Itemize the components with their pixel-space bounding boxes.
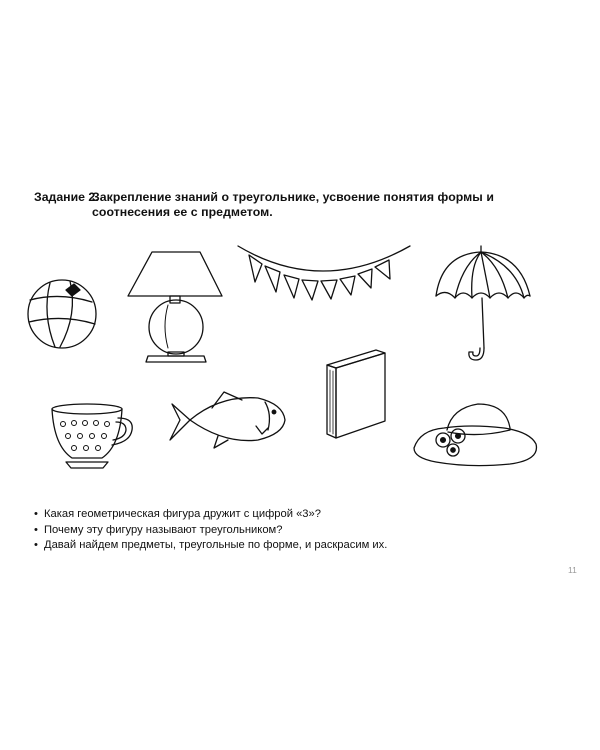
page-number: 11: [568, 565, 577, 575]
bunting-icon: [238, 246, 410, 300]
ball-icon: [28, 280, 96, 348]
question-item: • Почему эту фигуру называют треугольником?: [34, 523, 554, 539]
cup-icon: [52, 404, 132, 468]
question-item: • Давай найдем предметы, треугольные по форме, и раскрасим их.: [34, 538, 554, 554]
question-item: • Какая геометрическая фигура дружит с цифрой «3»?: [34, 507, 554, 523]
umbrella-icon: [436, 246, 530, 360]
book-icon: [327, 350, 385, 438]
task-number: Задание 2.: [34, 190, 99, 204]
task-description: Закрепление знаний о треугольнике, усвоение понятия формы и соотнесения ее с предметом.: [92, 190, 494, 219]
questions-list: [34, 507, 554, 554]
hat-icon: [414, 404, 536, 466]
lamp-icon: [128, 252, 222, 362]
fish-icon: [170, 392, 285, 448]
